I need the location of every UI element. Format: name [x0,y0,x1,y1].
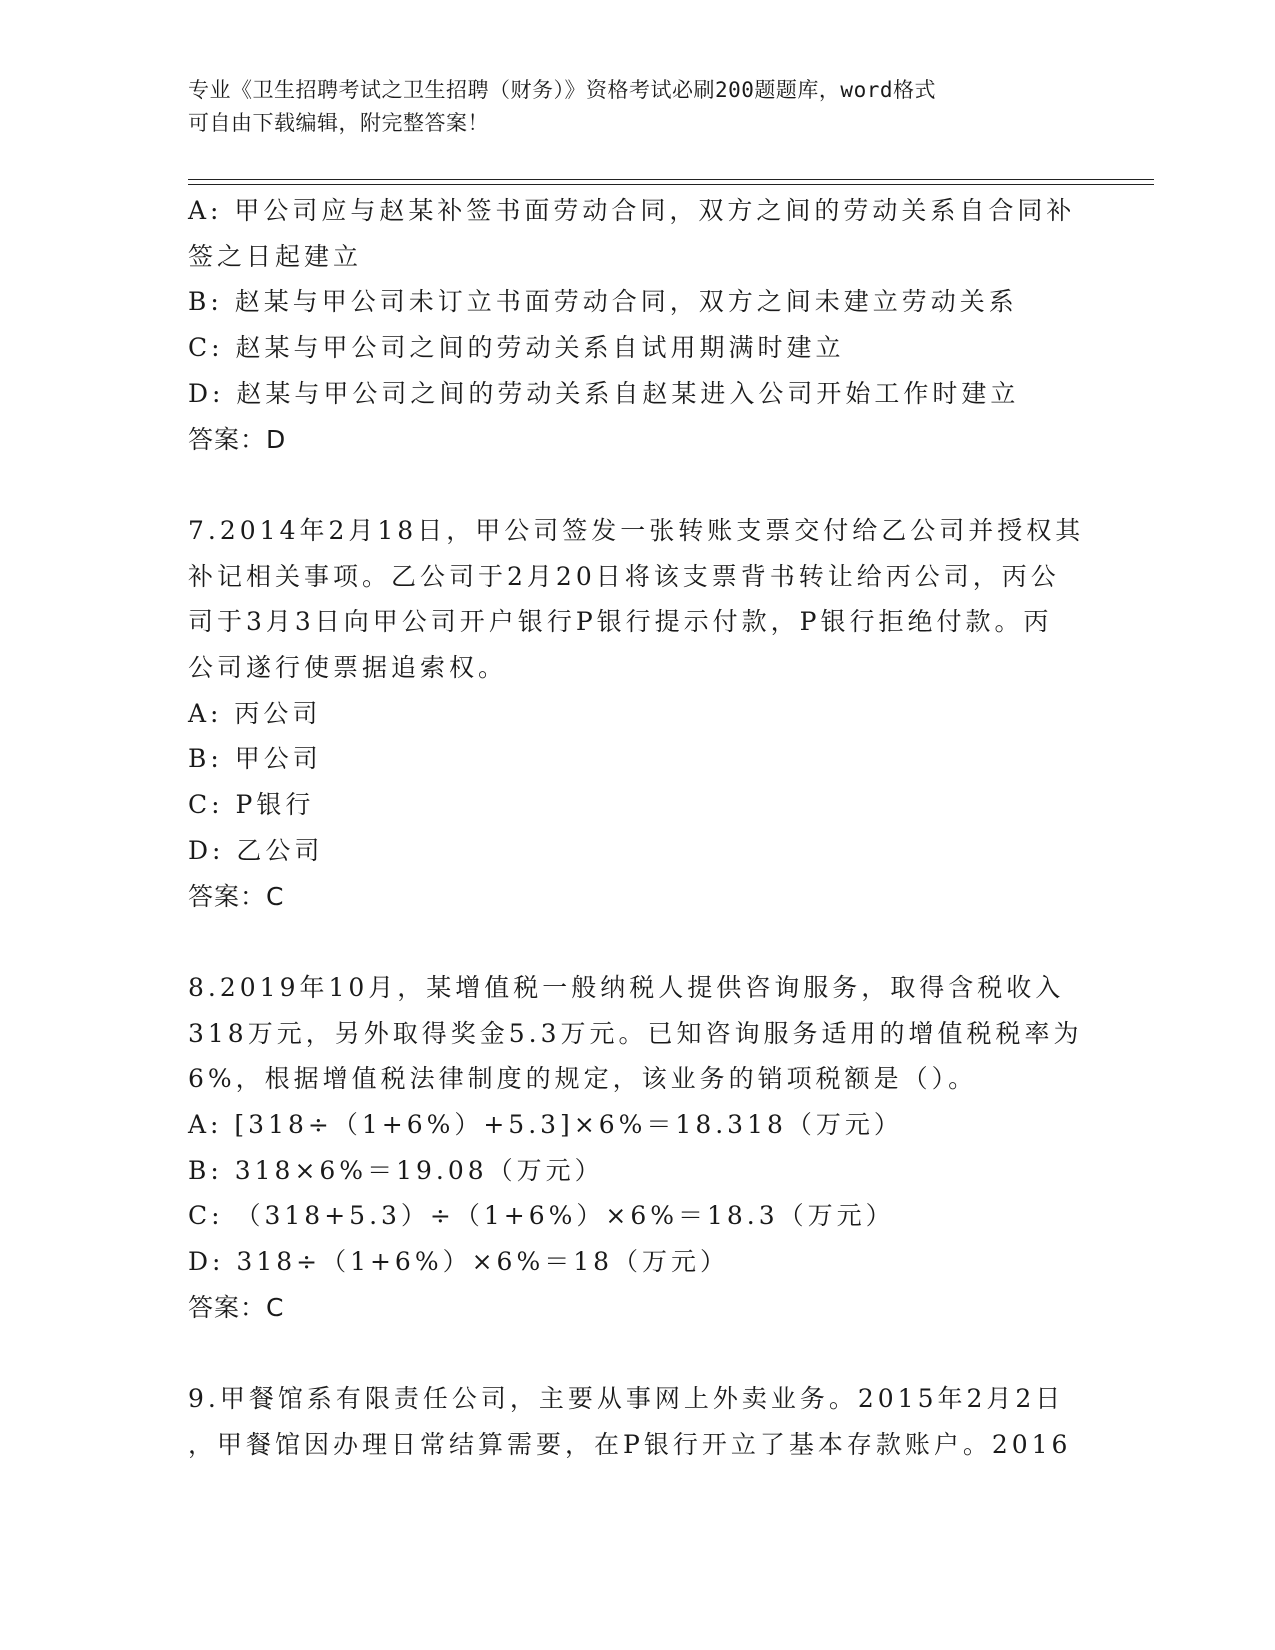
question-stem-line-3: 司于3月3日向甲公司开户银行P银行提示付款，P银行拒绝付款。丙 [188,607,1053,637]
option-d: D: 318÷（1+6%）×6%＝18（万元） [188,1247,730,1277]
question-7 [188,508,1088,919]
document-body [188,188,1088,1468]
question-8 [188,965,1088,1331]
option-b: B: 赵某与甲公司未订立书面劳动合同，双方之间未建立劳动关系 [188,287,1018,317]
option-b: B: 甲公司 [188,744,322,774]
header-rule-top [188,179,1154,180]
answer: 答案：D [188,424,287,454]
question-stem-line-2: 补记相关事项。乙公司于2月20日将该支票背书转让给丙公司，丙公 [188,561,1060,591]
question-stem-line-3: 6%，根据增值税法律制度的规定，该业务的销项税额是（）。 [188,1064,978,1094]
question-stem-line-1: 7.2014年2月18日，甲公司签发一张转账支票交付给乙公司并授权其 [188,515,1085,545]
option-a: A: [318÷（1+6%）+5.3]×6%＝18.318（万元） [188,1110,903,1140]
question-stem-line-1: 9.甲餐馆系有限责任公司，主要从事网上外卖业务。2015年2月2日 [188,1384,1065,1414]
option-a-line-1: A: 甲公司应与赵某补签书面劳动合同，双方之间的劳动关系自合同补 [188,196,1076,225]
option-c: C: 赵某与甲公司之间的劳动关系自试用期满时建立 [188,333,845,363]
option-c: C: （318+5.3）÷（1+6%）×6%＝18.3（万元） [188,1201,895,1231]
document-header [188,74,1088,140]
question-stem-line-2: ，甲餐馆因办理日常结算需要，在P银行开立了基本存款账户。2016 [188,1429,1072,1459]
header-line-1: 专业《卫生招聘考试之卫生招聘（财务）》资格考试必刷200题题库，word格式 [188,78,936,102]
question-6 [188,188,1088,462]
question-stem-line-4: 公司遂行使票据追索权。 [188,653,508,683]
question-stem-line-2: 318万元，另外取得奖金5.3万元。已知咨询服务适用的增值税税率为 [188,1018,1083,1048]
option-a-line-2: 签之日起建立 [188,241,363,271]
option-c: C: P银行 [188,790,315,820]
option-b: B: 318×6%＝19.08（万元） [188,1155,604,1185]
question-9 [188,1376,1088,1467]
spacer [188,1331,1088,1377]
option-d: D: 赵某与甲公司之间的劳动关系自赵某进入公司开始工作时建立 [188,378,1020,408]
header-line-2: 可自由下载编辑，附完整答案！ [188,111,489,135]
answer: 答案：C [188,881,285,911]
option-d: D: 乙公司 [188,835,324,865]
header-rule-bottom [188,184,1154,185]
answer: 答案：C [188,1292,285,1322]
spacer [188,462,1088,508]
spacer [188,919,1088,965]
question-stem-line-1: 8.2019年10月，某增值税一般纳税人提供咨询服务，取得含税收入 [188,972,1065,1002]
option-a: A: 丙公司 [188,698,322,728]
